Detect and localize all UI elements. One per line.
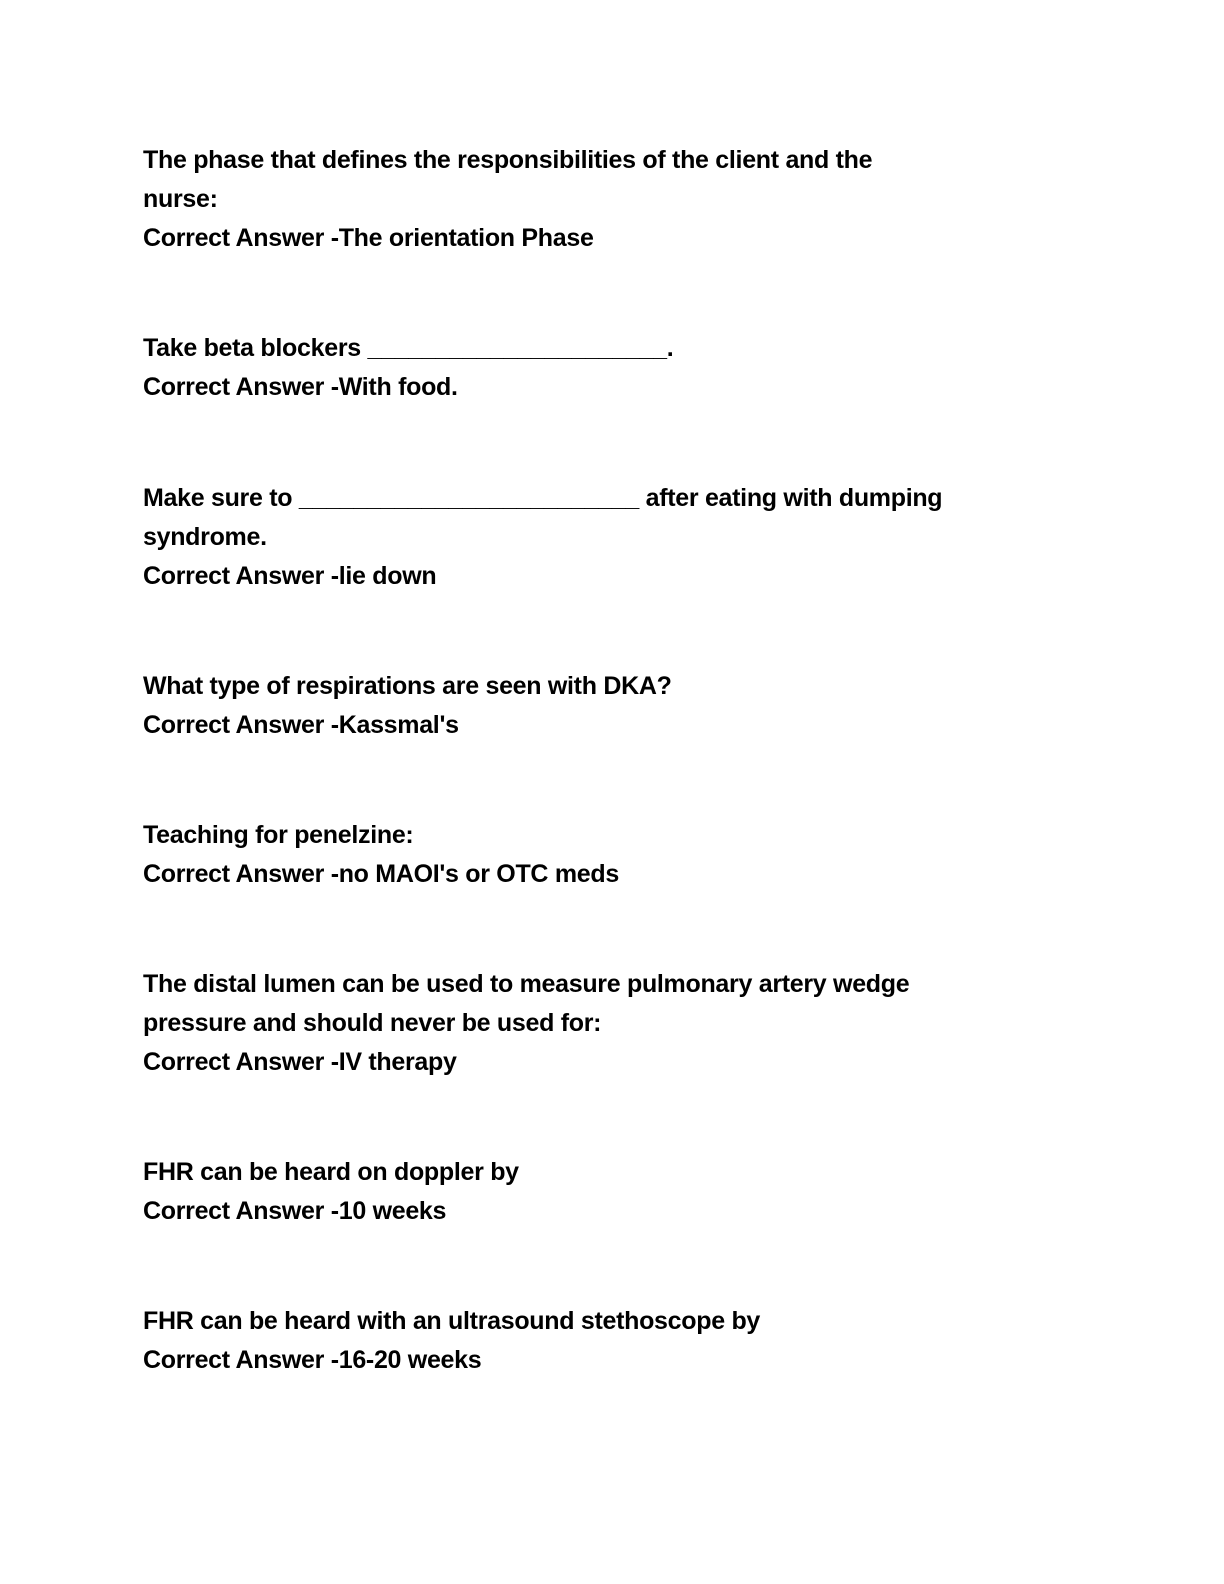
answer: Correct Answer -IV therapy — [143, 1048, 457, 1076]
question-line: pressure and should never be used for: — [143, 1009, 602, 1037]
question — [143, 816, 1043, 855]
question-line: nurse: — [143, 185, 218, 213]
qa-item-8 — [143, 1302, 1043, 1380]
qa-item-2 — [143, 329, 1043, 407]
qa-item-5 — [143, 816, 1043, 894]
answer: Correct Answer -lie down — [143, 562, 437, 590]
qa-item-3 — [143, 479, 1043, 596]
answer: Correct Answer -no MAOI's or OTC meds — [143, 860, 619, 888]
question-line: Teaching for penelzine: — [143, 821, 414, 849]
qa-item-7 — [143, 1153, 1043, 1231]
question — [143, 1153, 1043, 1192]
question-line: What type of respirations are seen with DKA? — [143, 672, 672, 700]
question-line: Make sure to _________________________ after eating with dumping — [143, 484, 943, 512]
question-line: FHR can be heard with an ultrasound stethoscope by — [143, 1307, 761, 1335]
answer: Correct Answer -Kassmal's — [143, 711, 459, 739]
qa-item-1 — [143, 141, 1043, 258]
answer: Correct Answer -The orientation Phase — [143, 224, 594, 252]
question-line: Take beta blockers ______________________. — [143, 334, 674, 362]
answer: Correct Answer -16-20 weeks — [143, 1346, 482, 1374]
answer: Correct Answer -With food. — [143, 373, 458, 401]
question-line: syndrome. — [143, 523, 267, 551]
question-line: The distal lumen can be used to measure pulmonary artery wedge — [143, 970, 910, 998]
question-line: FHR can be heard on doppler by — [143, 1158, 519, 1186]
question — [143, 1302, 1043, 1341]
qa-item-4 — [143, 667, 1043, 745]
question — [143, 965, 1043, 1043]
qa-item-6 — [143, 965, 1043, 1082]
question — [143, 141, 1043, 219]
question — [143, 667, 1043, 706]
question — [143, 329, 1043, 368]
answer: Correct Answer -10 weeks — [143, 1197, 447, 1225]
question — [143, 479, 1043, 557]
question-line: The phase that defines the responsibilities of the client and the — [143, 146, 873, 174]
